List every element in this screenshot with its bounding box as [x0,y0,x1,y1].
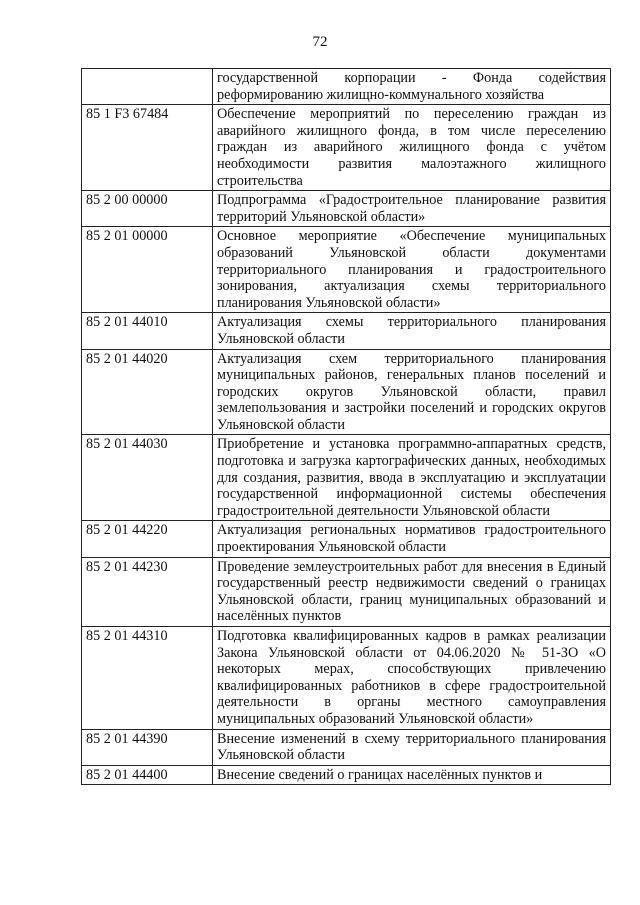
budget-codes-table [81,68,611,785]
row-description: Основное мероприятие «Обеспечение муниципальных образований Ульяновской области документами территориального планирования и градостроительного зонирования, актуализация схемы территориального планирования Ульяновской области» [213,227,611,313]
row-code: 85 2 01 44390 [82,729,213,765]
row-description: государственной корпорации - Фонда содействия реформированию жилищно-коммунального хозяйства [213,69,611,105]
row-description: Актуализация схемы территориального планирования Ульяновской области [213,313,611,349]
table-row [82,435,611,521]
table-row [82,349,611,435]
table-row [82,227,611,313]
table-row [82,627,611,730]
table-row [82,69,611,105]
row-description: Приобретение и установка программно-аппаратных средств, подготовка и загрузка картографических данных, необходимых для создания, развития, ввода в эксплуатацию и эксплуатации государственной информационной системы обеспечения градостроительной деятельности Ульяновской области [213,435,611,521]
row-code: 85 1 F3 67484 [82,105,213,191]
row-code: 85 2 01 44230 [82,557,213,626]
table-row [82,557,611,626]
table-row [82,521,611,557]
row-code: 85 2 01 44310 [82,627,213,730]
row-code: 85 2 00 00000 [82,191,213,227]
row-description: Актуализация схем территориального планирования муниципальных районов, генеральных планов поселений и городских округов Ульяновской области, правил землепользования и застройки поселений и городских округов Ульяновской области [213,349,611,435]
row-code: 85 2 01 00000 [82,227,213,313]
table-row [82,191,611,227]
row-description: Внесение сведений о границах населённых пунктов и [213,765,611,785]
row-code: 85 2 01 44030 [82,435,213,521]
row-code: 85 2 01 44400 [82,765,213,785]
table-row [82,729,611,765]
table-row [82,765,611,785]
page-number: 72 [312,34,328,50]
row-description: Проведение землеустроительных работ для внесения в Единый государственный реестр недвижимости сведений о границах Ульяновской области, границ муниципальных образований и населённых пунктов [213,557,611,626]
row-description: Актуализация региональных нормативов градостроительного проектирования Ульяновской области [213,521,611,557]
row-code [82,69,213,105]
row-code: 85 2 01 44220 [82,521,213,557]
row-code: 85 2 01 44010 [82,313,213,349]
table-row [82,313,611,349]
table-row [82,105,611,191]
row-description: Внесение изменений в схему территориального планирования Ульяновской области [213,729,611,765]
row-description: Подготовка квалифицированных кадров в рамках реализации Закона Ульяновской области от 04.06.2020 № 51-ЗО «О некоторых мерах, способствующих привлечению квалифицированных работников в сфере градостроительной деятельности в органы местного самоуправления муниципальных образований Ульяновской области» [213,627,611,730]
row-code: 85 2 01 44020 [82,349,213,435]
row-description: Обеспечение мероприятий по переселению граждан из аварийного жилищного фонда, в том числе переселению граждан из аварийного жилищного фонда с учётом необходимости развития малоэтажного жилищного строительства [213,105,611,191]
row-description: Подпрограмма «Градостроительное планирование развития территорий Ульяновской области» [213,191,611,227]
